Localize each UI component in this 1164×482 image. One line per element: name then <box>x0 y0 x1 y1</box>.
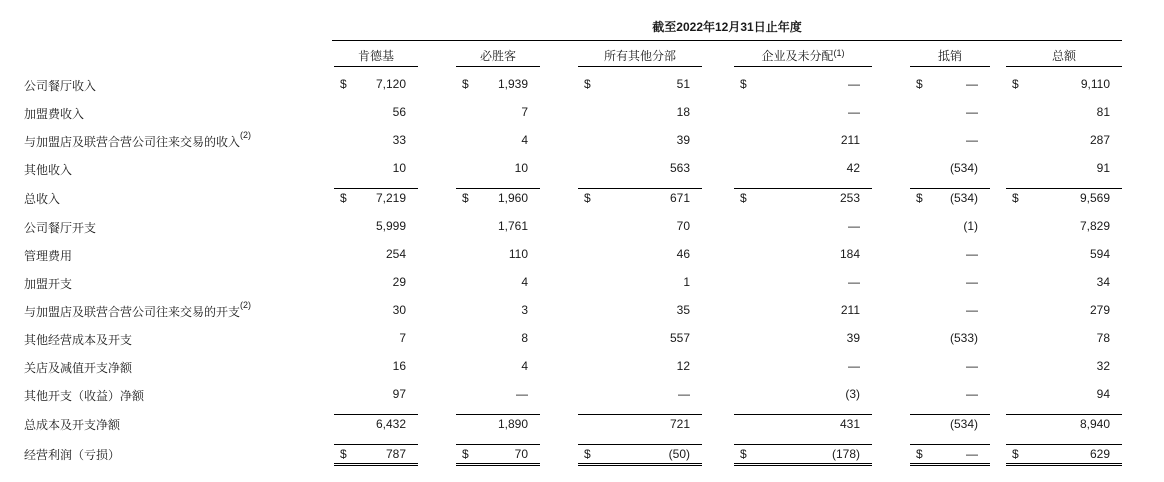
table-row <box>0 385 1164 405</box>
row-label-text: 其他经营成本及开支 <box>24 333 133 347</box>
cell-value: 70 <box>676 219 690 233</box>
table-cell <box>1006 273 1122 293</box>
table-cell <box>578 75 702 95</box>
cell-value: — <box>678 387 690 401</box>
row-label <box>24 387 144 404</box>
table-cell <box>1006 357 1122 377</box>
table-cell <box>910 131 990 151</box>
header-rule <box>332 40 1122 41</box>
cell-value: — <box>966 447 978 461</box>
cell-value: 184 <box>839 247 860 261</box>
row-label-text: 其他收入 <box>24 163 73 177</box>
table-cell <box>734 245 872 265</box>
cell-value: — <box>966 247 978 261</box>
table-cell <box>456 444 540 466</box>
table-cell <box>456 75 540 95</box>
table-cell <box>334 301 418 321</box>
row-label <box>24 190 60 207</box>
cell-value: — <box>516 387 528 401</box>
currency-symbol: $ <box>1012 447 1019 461</box>
currency-symbol: $ <box>740 191 747 205</box>
table-cell <box>578 357 702 377</box>
table-row <box>0 357 1164 377</box>
row-label-text: 关店及减值开支净额 <box>24 361 133 375</box>
table-cell <box>910 75 990 95</box>
cell-value: 3 <box>521 303 528 317</box>
cell-value: — <box>966 303 978 317</box>
row-label-text: 总收入 <box>24 192 61 206</box>
cell-value: 7,829 <box>1079 219 1110 233</box>
table-cell <box>334 273 418 293</box>
currency-symbol: $ <box>340 191 347 205</box>
footnote-marker: (2) <box>240 130 252 140</box>
table-cell <box>734 217 872 237</box>
cell-value: (50) <box>668 447 690 461</box>
table-cell <box>1006 103 1122 123</box>
cell-value: 70 <box>514 447 528 461</box>
cell-value: — <box>848 275 860 289</box>
cell-value: 46 <box>676 247 690 261</box>
table-row <box>0 273 1164 293</box>
table-row <box>0 245 1164 265</box>
cell-value: 110 <box>508 247 528 261</box>
cell-value: 12 <box>676 359 690 373</box>
cell-value: — <box>966 275 978 289</box>
cell-value: 563 <box>669 161 690 175</box>
table-cell <box>578 245 702 265</box>
cell-value: 1,960 <box>497 191 528 205</box>
row-label-text: 其他开支（收益）净额 <box>24 389 145 403</box>
row-label-text: 与加盟店及联营合营公司往来交易的开支 <box>24 305 241 319</box>
column-header-label: 企业及未分配 <box>761 49 834 63</box>
column-header <box>734 48 872 67</box>
currency-symbol: $ <box>1012 77 1019 91</box>
table-cell <box>910 444 990 466</box>
table-cell <box>734 131 872 151</box>
table-cell <box>734 103 872 123</box>
cell-value: 39 <box>676 133 690 147</box>
table-row <box>0 131 1164 151</box>
table-cell <box>334 444 418 466</box>
cell-value: 9,110 <box>1080 77 1110 91</box>
cell-value: 8 <box>521 331 528 345</box>
table-cell <box>578 329 702 349</box>
row-label-text: 公司餐厅收入 <box>24 79 97 93</box>
column-header <box>334 48 418 67</box>
cell-value: 16 <box>392 359 406 373</box>
cell-value: (534) <box>949 417 978 431</box>
table-row <box>0 103 1164 123</box>
table-cell <box>456 217 540 237</box>
currency-symbol: $ <box>1012 191 1019 205</box>
cell-value: — <box>966 133 978 147</box>
cell-value: 33 <box>392 133 406 147</box>
cell-value: 97 <box>392 387 406 401</box>
cell-value: 35 <box>676 303 690 317</box>
table-cell <box>578 188 702 209</box>
table-cell <box>734 188 872 209</box>
column-header <box>910 48 990 67</box>
cell-value: 211 <box>840 133 860 147</box>
cell-value: 51 <box>676 77 690 91</box>
currency-symbol: $ <box>916 191 923 205</box>
table-cell <box>734 301 872 321</box>
table-cell <box>1006 385 1122 405</box>
table-cell <box>334 329 418 349</box>
cell-value: (534) <box>949 161 978 175</box>
cell-value: 253 <box>839 191 860 205</box>
table-cell <box>456 273 540 293</box>
table-cell <box>910 188 990 209</box>
footnote-marker: (2) <box>240 300 252 310</box>
currency-symbol: $ <box>462 191 469 205</box>
row-label <box>24 130 252 150</box>
period-heading: 截至2022年12月31日止年度 <box>652 20 802 34</box>
table-cell <box>456 103 540 123</box>
cell-value: 787 <box>385 447 406 461</box>
cell-value: 30 <box>392 303 406 317</box>
table-row <box>0 75 1164 95</box>
table-cell <box>334 414 418 435</box>
table-cell <box>910 103 990 123</box>
row-label-text: 经营利润（亏损） <box>24 448 121 462</box>
cell-value: — <box>848 359 860 373</box>
cell-value: 39 <box>846 331 860 345</box>
cell-value: 42 <box>846 161 860 175</box>
table-cell <box>578 159 702 179</box>
table-cell <box>734 414 872 435</box>
cell-value: — <box>966 387 978 401</box>
row-label <box>24 247 72 264</box>
cell-value: 4 <box>521 359 528 373</box>
cell-value: 94 <box>1096 387 1110 401</box>
table-cell <box>1006 188 1122 209</box>
table-cell <box>910 414 990 435</box>
cell-value: (178) <box>831 447 860 461</box>
cell-value: 721 <box>669 417 690 431</box>
cell-value: 1 <box>683 275 690 289</box>
column-header-label: 所有其他分部 <box>603 49 676 63</box>
cell-value: 5,999 <box>375 219 406 233</box>
currency-symbol: $ <box>462 77 469 91</box>
cell-value: — <box>966 359 978 373</box>
cell-value: 18 <box>676 105 690 119</box>
table-cell <box>578 385 702 405</box>
row-label-text: 总成本及开支净额 <box>24 418 121 432</box>
row-label-text: 与加盟店及联营合营公司往来交易的收入 <box>24 135 241 149</box>
table-cell <box>734 444 872 466</box>
table-cell <box>734 329 872 349</box>
cell-value: — <box>966 105 978 119</box>
cell-value: 78 <box>1096 331 1110 345</box>
table-cell <box>734 385 872 405</box>
cell-value: 34 <box>1096 275 1110 289</box>
table-cell <box>578 131 702 151</box>
cell-value: 7 <box>399 331 406 345</box>
cell-value: 7,219 <box>375 191 406 205</box>
currency-symbol: $ <box>340 77 347 91</box>
table-cell <box>456 159 540 179</box>
cell-value: 7 <box>521 105 528 119</box>
cell-value: 7,120 <box>375 77 406 91</box>
table-cell <box>1006 131 1122 151</box>
table-cell <box>578 444 702 466</box>
cell-value: 8,940 <box>1079 417 1110 431</box>
cell-value: 10 <box>392 161 406 175</box>
table-cell <box>1006 414 1122 435</box>
cell-value: (1) <box>963 219 978 233</box>
table-cell <box>910 245 990 265</box>
cell-value: 29 <box>392 275 406 289</box>
cell-value: 1,890 <box>497 417 528 431</box>
table-cell <box>734 159 872 179</box>
cell-value: 91 <box>1096 161 1110 175</box>
table-cell <box>334 385 418 405</box>
cell-value: — <box>848 105 860 119</box>
cell-value: 431 <box>839 417 860 431</box>
row-label <box>24 77 96 94</box>
column-header <box>1006 48 1122 67</box>
table-cell <box>1006 245 1122 265</box>
table-cell <box>910 301 990 321</box>
table-cell <box>1006 444 1122 466</box>
table-row <box>0 159 1164 179</box>
cell-value: (533) <box>949 331 978 345</box>
table-cell <box>578 414 702 435</box>
table-cell <box>1006 75 1122 95</box>
cell-value: 254 <box>385 247 406 261</box>
row-label <box>24 416 120 433</box>
table-cell <box>334 188 418 209</box>
currency-symbol: $ <box>340 447 347 461</box>
table-cell <box>456 357 540 377</box>
table-cell <box>734 75 872 95</box>
cell-value: (3) <box>845 387 860 401</box>
table-cell <box>910 385 990 405</box>
table-cell <box>456 245 540 265</box>
table-cell <box>334 357 418 377</box>
cell-value: 4 <box>521 275 528 289</box>
cell-value: (534) <box>949 191 978 205</box>
column-header <box>578 48 702 67</box>
currency-symbol: $ <box>584 191 591 205</box>
cell-value: 287 <box>1089 133 1110 147</box>
table-cell <box>334 131 418 151</box>
cell-value: 629 <box>1089 447 1110 461</box>
table-cell <box>334 103 418 123</box>
table-cell <box>1006 301 1122 321</box>
column-header <box>456 48 540 67</box>
cell-value: 594 <box>1089 247 1110 261</box>
table-cell <box>334 217 418 237</box>
currency-symbol: $ <box>462 447 469 461</box>
row-label <box>24 161 72 178</box>
table-cell <box>734 273 872 293</box>
row-label <box>24 219 96 236</box>
cell-value: 81 <box>1096 105 1110 119</box>
currency-symbol: $ <box>916 77 923 91</box>
cell-value: 9,569 <box>1079 191 1110 205</box>
currency-symbol: $ <box>740 77 747 91</box>
cell-value: 557 <box>669 331 690 345</box>
row-label <box>24 275 72 292</box>
row-label <box>24 331 132 348</box>
table-cell <box>334 245 418 265</box>
cell-value: 279 <box>1089 303 1110 317</box>
table-row <box>0 414 1164 434</box>
table-cell <box>334 75 418 95</box>
table-cell <box>734 357 872 377</box>
cell-value: — <box>848 77 860 91</box>
table-cell <box>456 188 540 209</box>
cell-value: 10 <box>514 161 528 175</box>
row-label-text: 加盟开支 <box>24 277 73 291</box>
table-row <box>0 329 1164 349</box>
column-header-label: 必胜客 <box>479 49 516 63</box>
currency-symbol: $ <box>740 447 747 461</box>
cell-value: 671 <box>669 191 690 205</box>
table-row <box>0 301 1164 321</box>
row-label <box>24 446 120 463</box>
table-row <box>0 217 1164 237</box>
table-cell <box>456 131 540 151</box>
table-cell <box>334 159 418 179</box>
table-cell <box>1006 159 1122 179</box>
cell-value: 6,432 <box>375 417 406 431</box>
row-label-text: 加盟费收入 <box>24 107 85 121</box>
column-header-label: 总额 <box>1051 49 1076 63</box>
footnote-marker: (1) <box>833 48 845 58</box>
table-cell <box>910 273 990 293</box>
table-cell <box>910 159 990 179</box>
row-label <box>24 300 252 320</box>
row-label <box>24 359 132 376</box>
currency-symbol: $ <box>584 447 591 461</box>
table-row <box>0 188 1164 208</box>
table-row <box>0 444 1164 464</box>
currency-symbol: $ <box>584 77 591 91</box>
table-cell <box>910 217 990 237</box>
table-cell <box>578 273 702 293</box>
table-cell <box>1006 217 1122 237</box>
table-cell <box>910 357 990 377</box>
table-cell <box>578 301 702 321</box>
table-cell <box>578 103 702 123</box>
row-label <box>24 105 84 122</box>
table-cell <box>456 301 540 321</box>
cell-value: — <box>848 219 860 233</box>
cell-value: 1,939 <box>497 77 528 91</box>
row-label-text: 公司餐厅开支 <box>24 221 97 235</box>
cell-value: 56 <box>392 105 406 119</box>
row-label-text: 管理费用 <box>24 249 73 263</box>
cell-value: 32 <box>1096 359 1110 373</box>
cell-value: 1,761 <box>497 219 528 233</box>
column-header-label: 抵销 <box>937 49 962 63</box>
cell-value: 211 <box>840 303 860 317</box>
table-cell <box>1006 329 1122 349</box>
table-cell <box>910 329 990 349</box>
cell-value: 4 <box>521 133 528 147</box>
column-header-label: 肯德基 <box>357 49 394 63</box>
table-cell <box>456 385 540 405</box>
table-cell <box>456 414 540 435</box>
table-cell <box>578 217 702 237</box>
currency-symbol: $ <box>916 447 923 461</box>
table-cell <box>456 329 540 349</box>
cell-value: — <box>966 77 978 91</box>
